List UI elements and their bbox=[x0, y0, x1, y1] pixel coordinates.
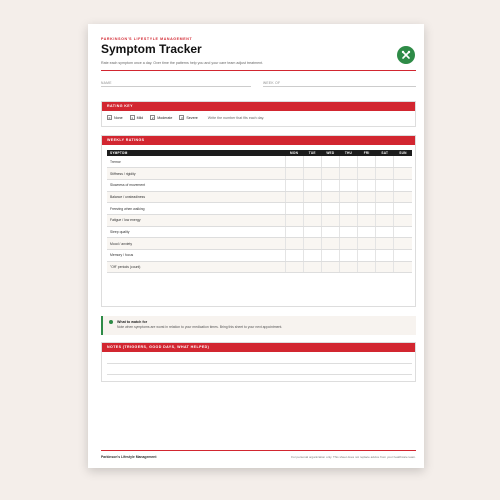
rating-cell[interactable] bbox=[376, 261, 394, 273]
rating-cell[interactable] bbox=[376, 156, 394, 168]
column-header: FRI bbox=[358, 150, 376, 156]
rating-cell[interactable] bbox=[358, 168, 376, 180]
rating-cell[interactable] bbox=[321, 203, 339, 215]
rating-cell[interactable] bbox=[285, 238, 303, 250]
rating-cell[interactable] bbox=[285, 179, 303, 191]
rating-cell[interactable] bbox=[376, 226, 394, 238]
rating-cell[interactable] bbox=[321, 191, 339, 203]
symptom-name: "Off" periods (count) bbox=[107, 261, 285, 273]
footer-disclaimer: For personal organization only. This sheet does not replace advice from your healthcare team. bbox=[291, 455, 416, 459]
rating-cell[interactable] bbox=[358, 226, 376, 238]
week-label: WEEK OF bbox=[263, 81, 281, 85]
rating-cell[interactable] bbox=[339, 168, 357, 180]
rating-cell[interactable] bbox=[285, 214, 303, 226]
rating-cell[interactable] bbox=[376, 191, 394, 203]
footer-divider bbox=[101, 450, 416, 451]
key-item bbox=[107, 115, 123, 120]
rating-cell[interactable] bbox=[285, 156, 303, 168]
rating-cell[interactable] bbox=[358, 250, 376, 262]
key-label: Moderate bbox=[157, 115, 173, 120]
key-label: Mild bbox=[136, 115, 144, 120]
rating-cell[interactable] bbox=[376, 179, 394, 191]
symptom-name: Tremor bbox=[107, 156, 285, 168]
rating-cell[interactable] bbox=[339, 214, 357, 226]
rating-cell[interactable] bbox=[303, 226, 321, 238]
key-item bbox=[179, 115, 197, 120]
rating-cell[interactable] bbox=[394, 250, 412, 262]
rating-key-header: RATING KEY bbox=[102, 102, 415, 111]
rating-cell[interactable] bbox=[376, 203, 394, 215]
rating-cell[interactable] bbox=[339, 226, 357, 238]
symptom-name: Slowness of movement bbox=[107, 179, 285, 191]
key-number: 3 bbox=[181, 116, 183, 120]
column-header: WED bbox=[321, 150, 339, 156]
rating-cell[interactable] bbox=[303, 191, 321, 203]
rating-cell[interactable] bbox=[394, 179, 412, 191]
rating-key-row bbox=[102, 111, 415, 124]
rating-cell[interactable] bbox=[358, 261, 376, 273]
key-number: 1 bbox=[131, 116, 133, 120]
rating-cell[interactable] bbox=[285, 191, 303, 203]
key-item bbox=[150, 115, 172, 120]
rating-cell[interactable] bbox=[376, 250, 394, 262]
rating-cell[interactable] bbox=[376, 168, 394, 180]
rating-cell[interactable] bbox=[303, 179, 321, 191]
rating-cell[interactable] bbox=[303, 168, 321, 180]
rating-cell[interactable] bbox=[321, 238, 339, 250]
name-field[interactable] bbox=[101, 86, 251, 87]
rating-cell[interactable] bbox=[303, 238, 321, 250]
column-header: SAT bbox=[376, 150, 394, 156]
column-header: SUN bbox=[394, 150, 412, 156]
table-row bbox=[107, 214, 412, 226]
symptom-name: Sleep quality bbox=[107, 226, 285, 238]
rating-cell[interactable] bbox=[321, 179, 339, 191]
rating-cell[interactable] bbox=[303, 156, 321, 168]
rating-cell[interactable] bbox=[358, 238, 376, 250]
rating-cell[interactable] bbox=[339, 238, 357, 250]
table-row bbox=[107, 261, 412, 273]
symptom-name: Balance / unsteadiness bbox=[107, 191, 285, 203]
tools-logo-icon bbox=[397, 46, 415, 64]
table-row bbox=[107, 250, 412, 262]
watch-title: What to watch for bbox=[117, 319, 148, 324]
check-icon bbox=[109, 320, 113, 324]
rating-cell[interactable] bbox=[321, 250, 339, 262]
name-label: NAME bbox=[101, 81, 112, 85]
footer-brand: Parkinson's Lifestyle Management bbox=[101, 455, 157, 459]
note-line[interactable] bbox=[107, 374, 412, 375]
rating-cell[interactable] bbox=[339, 203, 357, 215]
rating-cell[interactable] bbox=[303, 203, 321, 215]
key-label: None bbox=[114, 115, 123, 120]
rating-key-section bbox=[101, 101, 416, 127]
key-label: Severe bbox=[186, 115, 198, 120]
rating-cell[interactable] bbox=[285, 168, 303, 180]
rating-cell[interactable] bbox=[394, 261, 412, 273]
column-header: MON bbox=[285, 150, 303, 156]
symptom-name: Stiffness / rigidity bbox=[107, 168, 285, 180]
rating-cell[interactable] bbox=[358, 203, 376, 215]
rating-cell[interactable] bbox=[376, 214, 394, 226]
key-note: Write the number that fits each day. bbox=[207, 115, 265, 120]
rating-cell[interactable] bbox=[321, 168, 339, 180]
rating-cell[interactable] bbox=[285, 226, 303, 238]
rating-cell[interactable] bbox=[394, 238, 412, 250]
note-line[interactable] bbox=[107, 363, 412, 364]
notes-section bbox=[101, 342, 416, 382]
column-header: SYMPTOM bbox=[107, 150, 285, 156]
notes-header: NOTES (TRIGGERS, GOOD DAYS, WHAT HELPED) bbox=[102, 343, 415, 352]
table-row bbox=[107, 238, 412, 250]
rating-cell[interactable] bbox=[285, 250, 303, 262]
rating-cell[interactable] bbox=[394, 156, 412, 168]
table-row bbox=[107, 191, 412, 203]
rating-cell[interactable] bbox=[321, 261, 339, 273]
weekly-ratings-header: WEEKLY RATINGS bbox=[102, 136, 415, 145]
tracker-sheet bbox=[88, 24, 424, 468]
ratings-body bbox=[107, 156, 412, 273]
symptom-name: Fatigue / low energy bbox=[107, 214, 285, 226]
page-title: Symptom Tracker bbox=[101, 42, 202, 56]
rating-cell[interactable] bbox=[394, 191, 412, 203]
rating-cell[interactable] bbox=[285, 203, 303, 215]
rating-cell[interactable] bbox=[394, 203, 412, 215]
key-item bbox=[130, 115, 144, 120]
rating-cell[interactable] bbox=[339, 156, 357, 168]
table-row bbox=[107, 156, 412, 168]
rating-cell[interactable] bbox=[394, 214, 412, 226]
rating-cell[interactable] bbox=[339, 179, 357, 191]
brand-label: PARKINSON'S LIFESTYLE MANAGEMENT bbox=[101, 37, 193, 41]
key-number: 2 bbox=[151, 116, 154, 120]
column-header: TUE bbox=[303, 150, 321, 156]
ratings-table bbox=[107, 150, 412, 273]
rating-cell[interactable] bbox=[394, 226, 412, 238]
watch-callout bbox=[101, 316, 416, 335]
weekly-ratings-section bbox=[101, 135, 416, 307]
symptom-name: Freezing when walking bbox=[107, 203, 285, 215]
table-row bbox=[107, 168, 412, 180]
rating-cell[interactable] bbox=[339, 191, 357, 203]
title-divider bbox=[101, 70, 416, 71]
rating-cell[interactable] bbox=[339, 261, 357, 273]
rating-cell[interactable] bbox=[321, 156, 339, 168]
column-header: THU bbox=[339, 150, 357, 156]
symptom-name: Mood / anxiety bbox=[107, 238, 285, 250]
rating-cell[interactable] bbox=[285, 261, 303, 273]
rating-cell[interactable] bbox=[358, 214, 376, 226]
table-row bbox=[107, 203, 412, 215]
rating-cell[interactable] bbox=[321, 214, 339, 226]
rating-cell[interactable] bbox=[303, 250, 321, 262]
rating-cell[interactable] bbox=[321, 226, 339, 238]
rating-cell[interactable] bbox=[376, 238, 394, 250]
rating-cell[interactable] bbox=[339, 250, 357, 262]
symptom-name: Memory / focus bbox=[107, 250, 285, 262]
week-field[interactable] bbox=[263, 86, 416, 87]
rating-cell[interactable] bbox=[394, 168, 412, 180]
rating-cell[interactable] bbox=[358, 156, 376, 168]
rating-cell[interactable] bbox=[303, 261, 321, 273]
table-row bbox=[107, 179, 412, 191]
table-row bbox=[107, 226, 412, 238]
rating-cell[interactable] bbox=[358, 179, 376, 191]
rating-cell[interactable] bbox=[303, 214, 321, 226]
rating-cell[interactable] bbox=[358, 191, 376, 203]
key-number: 0 bbox=[108, 116, 111, 120]
watch-text: Note when symptoms are worst in relation to your medication times. Bring this sheet to your next appointment. bbox=[117, 325, 283, 329]
page-subtitle: Rate each symptom once a day. Over time the patterns help you and your care team adjust treatment. bbox=[101, 61, 264, 65]
